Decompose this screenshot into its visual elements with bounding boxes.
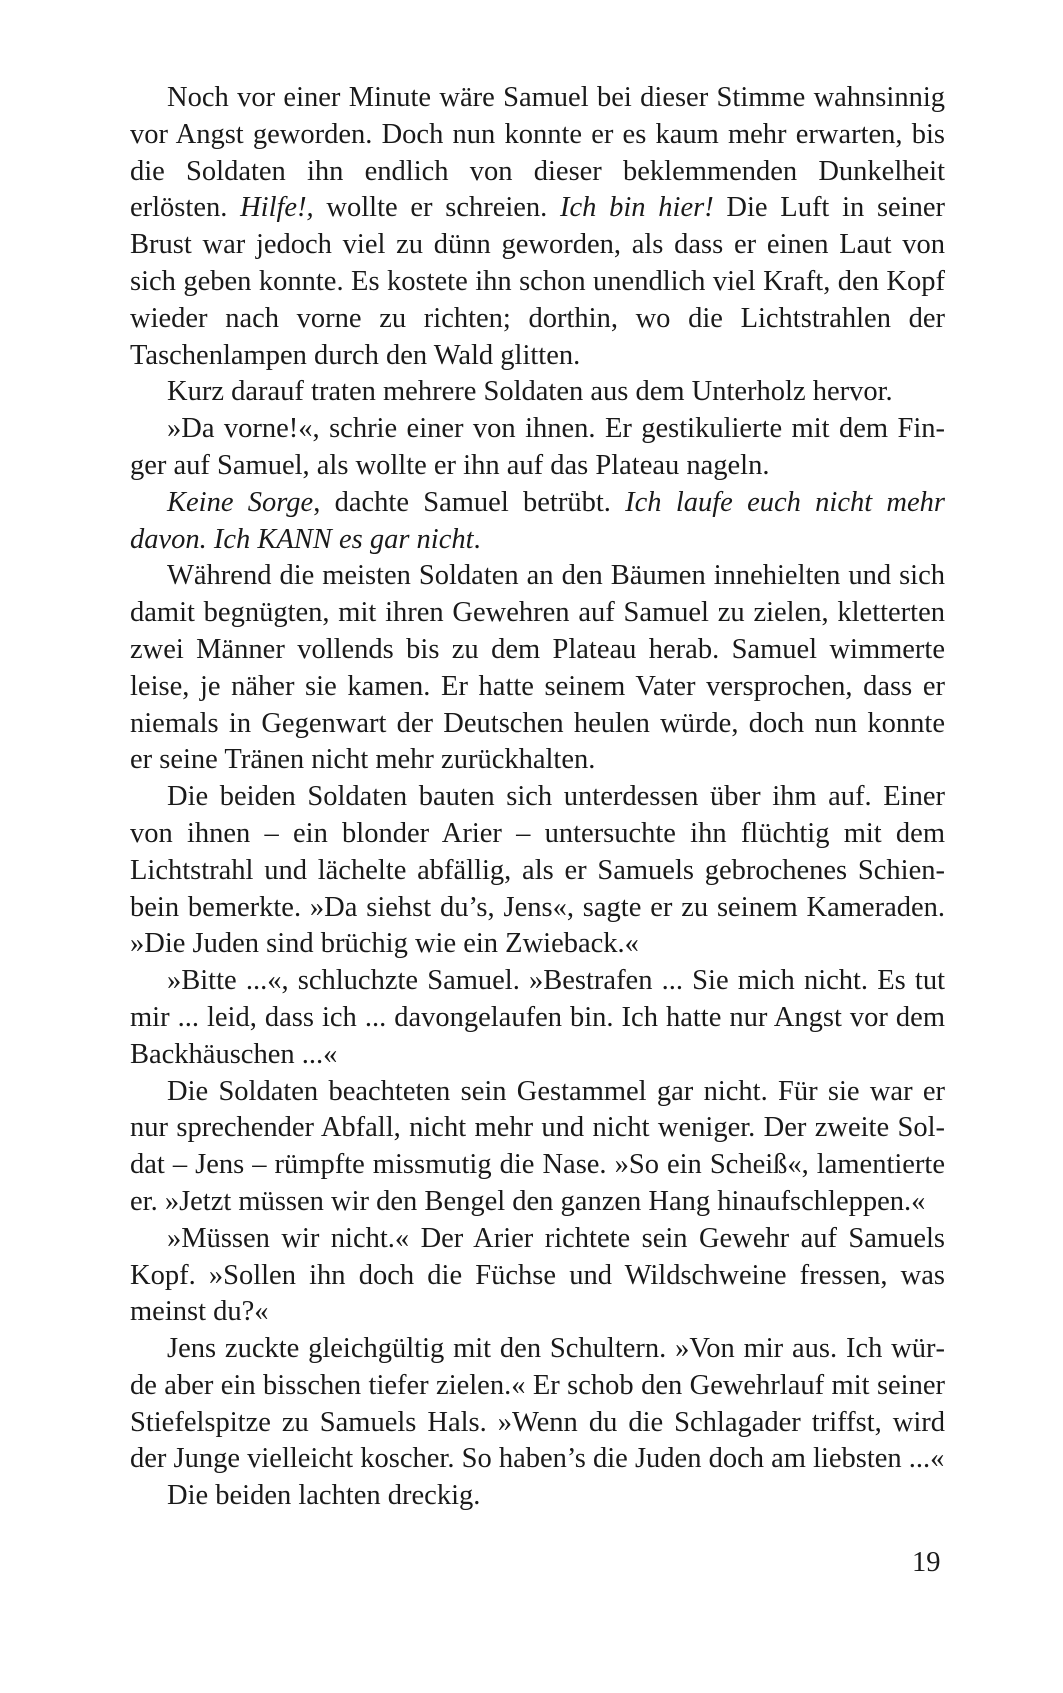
paragraph — [130, 374, 945, 411]
text-run: »Da vorne!«, schrie einer von ihnen. Er gestikulierte mit dem Finger auf Samuel, als wollte er ihn auf das Plateau nageln. — [130, 413, 945, 481]
italic-text: Ich laufe euch nicht mehr davon. Ich KANN es gar nicht — [130, 486, 946, 555]
paragraph — [130, 1074, 945, 1221]
paragraph — [130, 1331, 945, 1478]
text-run: Die Soldaten beachteten sein Gestammel gar nicht. Für sie war er nur sprechender Abfall, nicht mehr und nicht weniger. Der zweite Soldat – Jens – rümpfte missmutig die Nase. »So ein Scheiß«, lamentierte er. »Jetzt müssen wir den Bengel den ganzen Hang hinaufschleppen.« — [130, 1075, 945, 1217]
page-body — [130, 80, 945, 1515]
paragraph — [130, 558, 945, 779]
text-run: . — [473, 523, 481, 555]
text-run: »Bitte ...«, schluchzte Samuel. »Bestrafen ... Sie mich nicht. Es tut mir ... leid, dass ich ... davongelaufen bin. Ich hatte nur Angst vor dem Backhäuschen ...« — [130, 965, 945, 1070]
text-run: »Müssen wir nicht.« Der Arier richtete sein Gewehr auf Samuels Kopf. »Sollen ihn doch die Füchse und Wildschweine fressen, was meinst du?« — [130, 1222, 945, 1328]
paragraph — [130, 779, 945, 963]
paragraph — [130, 963, 945, 1073]
text-run: Kurz darauf traten mehrere Soldaten aus dem Unterholz hervor. — [167, 376, 893, 408]
paragraph — [130, 1221, 945, 1331]
italic-text: Keine Sorge — [167, 486, 314, 518]
page-number: 19 — [912, 1547, 941, 1578]
text-run: Jens zuckte gleichgültig mit den Schultern. »Von mir aus. Ich würde aber ein bisschen tiefer zielen.« Er schob den Gewehrlauf mit seiner Stiefelspitze zu Samuels Hals. »Wenn du die Schlagader triffst, wird der Junge vielleicht koscher. So haben’s die Juden doch am liebsten ...« — [130, 1333, 945, 1475]
paragraph — [130, 485, 945, 559]
text-run: , dachte Samuel betrübt. — [313, 486, 626, 518]
text-run: Während die meisten Soldaten an den Bäumen innehielten und sich damit begnügten, mit ihren Gewehren auf Samuel zu zielen, kletterten zwei Männer vollends bis zu dem Plateau herab. Samuel wimmerte leise, je näher sie kamen. Er hatte seinem Vater versprochen, dass er niemals in Gegenwart der Deutschen heulen würde, doch nun konnte er seine Tränen nicht mehr zurückhalten. — [130, 560, 945, 776]
text-run: wollte er schreien. — [313, 192, 561, 224]
italic-text: Ich bin hier! — [560, 192, 714, 224]
text-run: Die Luft in seiner Brust war jedoch viel zu dünn geworden, als dass er einen Laut von sich geben konnte. Es kostete ihn schon unendlich viel Kraft, den Kopf wieder nach vorne zu richten; dorthin, wo die Lichtstrahlen der Taschenlampen durch den Wald glitten. — [130, 192, 946, 371]
italic-text: Hilfe!, — [240, 192, 314, 224]
text-run: Die beiden Soldaten bauten sich unterdessen über ihm auf. Einer von ihnen – ein blonder Arier – untersuchte ihn flüchtig mit dem Lichtstrahl und lächelte abfällig, als er Samuels gebrochenes Schienbein bemerkte. »Da siehst du’s, Jens«, sagte er zu seinem Kameraden. »Die Juden sind brüchig wie ein Zwieback.« — [130, 781, 945, 960]
paragraph — [130, 411, 945, 485]
paragraph — [130, 1478, 945, 1515]
paragraph — [130, 80, 945, 374]
text-run: Noch vor einer Minute wäre Samuel bei dieser Stimme wahnsinnig vor Angst geworden. Doch nun konnte er es kaum mehr erwarten, bis die Soldaten ihn endlich von dieser beklemmenden Dunkelheit erlösten. — [130, 82, 945, 224]
text-run: Die beiden lachten dreckig. — [167, 1480, 481, 1512]
